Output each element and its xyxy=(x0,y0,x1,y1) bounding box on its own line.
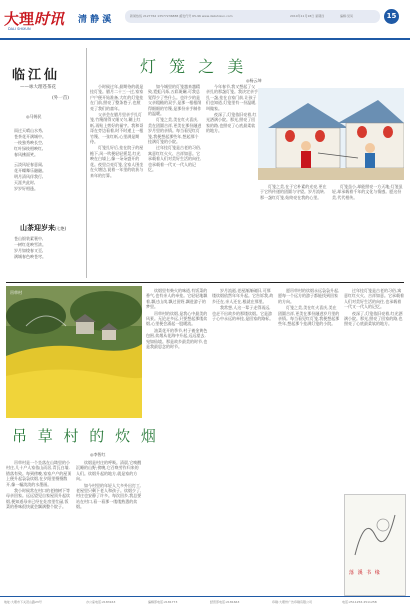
essay2-col-3 xyxy=(146,288,208,594)
poem-lines xyxy=(14,128,80,192)
footer-address: 地址:大理市下关苍山路23号 xyxy=(4,600,42,604)
poem-line: 明月清风伴我行, xyxy=(14,174,44,179)
poem-line: 云淡风轻春意闹, xyxy=(14,162,44,167)
paragraph: 如今城里的灯笼越来越精致,霓虹闪烁,五彩斑斓,可我总觉得少了些什么。也许少的是父亲粗糙的双手,是那一根根削得细细的竹篾,是那份亲手制作的温暖。 xyxy=(148,84,202,117)
essay2-col-4 xyxy=(212,288,274,594)
poem-author: ◎马锡民 xyxy=(26,114,42,119)
footer-office: 办公室电话:2183163 xyxy=(86,600,116,604)
essay2-author: ◎李智红 xyxy=(90,452,106,457)
header-date: 2010年11月18日 星期四 xyxy=(290,14,325,18)
masthead xyxy=(0,0,410,42)
section-divider xyxy=(6,282,404,283)
paragraph: 岁月流逝,老屋渐渐破旧,可那缕炊烟依然年年升起。它告诉我,故乡还在,亲人还在,根就在那里。 xyxy=(212,288,274,304)
essay1-col-4 xyxy=(260,184,328,280)
poem-title: 临江仙 xyxy=(12,68,61,83)
footer-ads: 经营部电话:2181663 xyxy=(210,600,240,604)
essay1-title: 灯 笼 之 美 xyxy=(140,57,248,76)
poem-line: 春风拂面笑。 xyxy=(14,152,38,157)
poem-column xyxy=(6,48,84,280)
paragraph: 炊烟是村庄的呼吸。清晨,它唤醒沉睡的山野;傍晚,它召唤劳作归来的人们。炊烟升起的地方,就是家的方向。 xyxy=(76,460,142,482)
section-title: 清 静 溪 xyxy=(78,15,112,25)
paragraph: 今年春节,我又想起了父亲扎的那盏灯笼。我决定亲手扎一盏,挂在自家门前,让孩子们也知道,灯笼里有一份温暖,叫做家。 xyxy=(206,84,258,111)
paragraph: 吊草村的炊烟,是我心中最美的风景。无论走多远,只要想起那缕炊烟,心里便会涌起一股暖流。 xyxy=(146,310,208,327)
essay2-title: 吊 草 村 的 炊 烟 xyxy=(12,427,159,445)
paragraph: 灯笼之美,美在红火喜庆,美在团圆吉祥,更美在那份融进岁月里的亲情。每当看见红灯笼,我便想起那些年,想起那个挂满灯笼的小院。 xyxy=(148,117,202,145)
footer-phone: 电话:2511256 2511258 xyxy=(342,600,377,604)
paragraph: 灯笼之美,美在红火喜庆,美在团圆吉祥,更美在那份融进岁月里的亲情。每当看见红灯笼,我便想起那些年,想起那个挂满灯笼的小院。 xyxy=(278,305,340,327)
photo-caption: 吊草村 xyxy=(10,290,22,295)
essay2-col-2 xyxy=(76,460,142,594)
paragraph: 过年挂灯笼是古老的习俗,寓意红红火火、吉祥如意。它承载着人们对美好生活的向往,也承载着一代又一代人的记忆。 xyxy=(148,145,202,173)
essay1-col-5 xyxy=(332,184,404,280)
poem2-title: 山茶迎岁来 xyxy=(20,224,55,232)
poem-line: 苍茶花开满城中。 xyxy=(14,134,46,139)
stamp-label: 落 溪 书 缘 xyxy=(349,570,381,576)
poem-line: 红叶绿枝相映红, xyxy=(14,146,44,151)
essay1-col-1 xyxy=(90,84,144,280)
paragraph: 夜深了,灯笼依旧亮着,红光洒满小院。那光,照亮了回家的路,也照亮了心底最柔软的地方。 xyxy=(206,112,257,134)
poem-line: 满城春色映苍穹。 xyxy=(14,254,46,259)
footer xyxy=(0,596,410,608)
paragraph: 灯笼虽小,却能照亮一方天地;灯笼虽轻,却承载着千年的文化与情感。愿这份美,代代相传。 xyxy=(332,184,403,200)
lantern-illustration xyxy=(258,88,404,180)
poem-subtitle: ——咏大理苍茶花 xyxy=(20,85,56,90)
paragraph: 灯笼扎好后,挂在院子的屋檐下,风一吹便轻轻摇晃,红光映在白墙上,像一朵朵盛开的花。夜里点亮灯笼,全家人围坐在火塘边,说着一年里的收获与来年的打算。 xyxy=(90,145,144,178)
paragraph: 我常想,人这一辈子走得再远,也走不出故乡的那缕炊烟。它是游子心中永远的牵挂,是回家的路标。 xyxy=(212,305,274,322)
poem-tag: (外一首) xyxy=(52,96,70,101)
paragraph: 夜深了,灯笼依旧亮着,红光洒满小院。那光,照亮了回家的路,也照亮了心底最柔软的地方。 xyxy=(344,310,403,327)
essay2-col-6 xyxy=(344,288,404,488)
column-divider xyxy=(86,48,87,278)
footer-editorial: 编辑部电话:2181773 xyxy=(148,600,178,604)
brand-pinyin: DALI SHIXUN xyxy=(8,27,31,31)
paragraph: 父亲会在腊月里亲手扎灯笼,竹篾削得又细又匀,糊上红纸,再贴上剪好的福字。我和哥哥在旁边看着,时不时递上一根竹篾、一张红纸,心里满是期待。 xyxy=(90,112,144,145)
paragraph: 吊草村是一个坐落在山坳里的小村庄,几十户人家依山而居,青瓦白墙,错落有致。每到傍晚,家家户户的屋顶上便升起袅袅炊烟,在夕阳里慢慢散开,像一幅淡淡的水墨画。 xyxy=(6,460,72,487)
poem-line: 岁岁好相逢。 xyxy=(14,186,38,191)
poem-line: 一树红花映雪浓。 xyxy=(14,242,46,247)
poem2-title-row: 山茶迎岁来(七绝) xyxy=(20,224,67,232)
poem2-lines xyxy=(14,236,80,260)
essay1-col-3 xyxy=(206,84,258,280)
poem-line: 苍山银装素裹中, xyxy=(14,236,44,241)
poem-line: 一枝独秀映长空, xyxy=(14,140,44,145)
paragraph: 我小时候常在村口的老榕树下等母亲回家。远远望见自家屋顶升起炊烟,便知道母亲已经在灶房里忙碌,饭菜的香味很快就会飘满整个院子。 xyxy=(6,488,70,510)
poem-line: 雨过天晴山水秀, xyxy=(14,128,44,133)
paragraph: 油菜花开的季节,村子被金黄色包围,炊烟从花海中升起,远远望去,宛如仙境。那是故乡最美的时节,也是我最思念的时节。 xyxy=(146,327,208,350)
paragraph: 小时候过年,最期待的就是挂灯笼。腊月二十三一过,家家户户便开始准备,大红的灯笼挂在门前,照亮了整条巷子,也照亮了我们的童年。 xyxy=(90,84,144,111)
paragraph: 过年挂灯笼是古老的习俗,寓意红红火火、吉祥如意。它承载着人们对美好生活的向往,也承载着一代又一代人的记忆。 xyxy=(344,288,404,310)
footer-print: 印刷:大理州广告印刷有限公司 xyxy=(272,600,313,604)
paragraph: 如今村里的年轻人大多外出打工,老屋里只剩下老人和孩子。炊烟少了,村庄也安静了许多。每次回乡,我总要站在村口,看一看那一缕缕熟悉的炊烟。 xyxy=(76,482,142,510)
essay2-col-1 xyxy=(6,460,72,594)
header-info: 新闻热线 2127762 13577236888 邮发代号 65-96 www.dalishixun.com xyxy=(130,14,233,18)
essay1-author: ◎杨云坤 xyxy=(246,78,262,83)
brand-logo: 大理时讯 xyxy=(4,10,65,28)
paragraph: 炊烟里有柴火的味道,有饭菜的香气,也有亲人的牵挂。它轻轻地飘着,飘过山岗,飘过田野,飘进游子的梦里。 xyxy=(146,288,208,310)
essay1-col-2 xyxy=(148,84,202,280)
village-photo xyxy=(6,286,142,418)
paragraph: 灯笼之美,在于它朴素的光亮,更在于它所传递的团圆与守望。岁月流转,那一盏红灯笼,始终亮在我的心里。 xyxy=(260,184,327,200)
header-rule xyxy=(0,38,410,40)
poem-line: 岁月如梭春又至, xyxy=(14,248,44,253)
stamp-box xyxy=(344,494,406,596)
header-editor: 编辑:吴凤 xyxy=(340,14,354,18)
page-number: 15 xyxy=(384,9,399,24)
paragraph: 愿吊草村的炊烟永远袅袅升起,愿每一个远方的游子都能找到回家的方向。 xyxy=(278,288,340,304)
poem-line: 花开蝶舞乐融融。 xyxy=(14,168,46,173)
essay2-col-5 xyxy=(278,288,340,594)
poem-line: 天涯共此时, xyxy=(14,180,36,185)
